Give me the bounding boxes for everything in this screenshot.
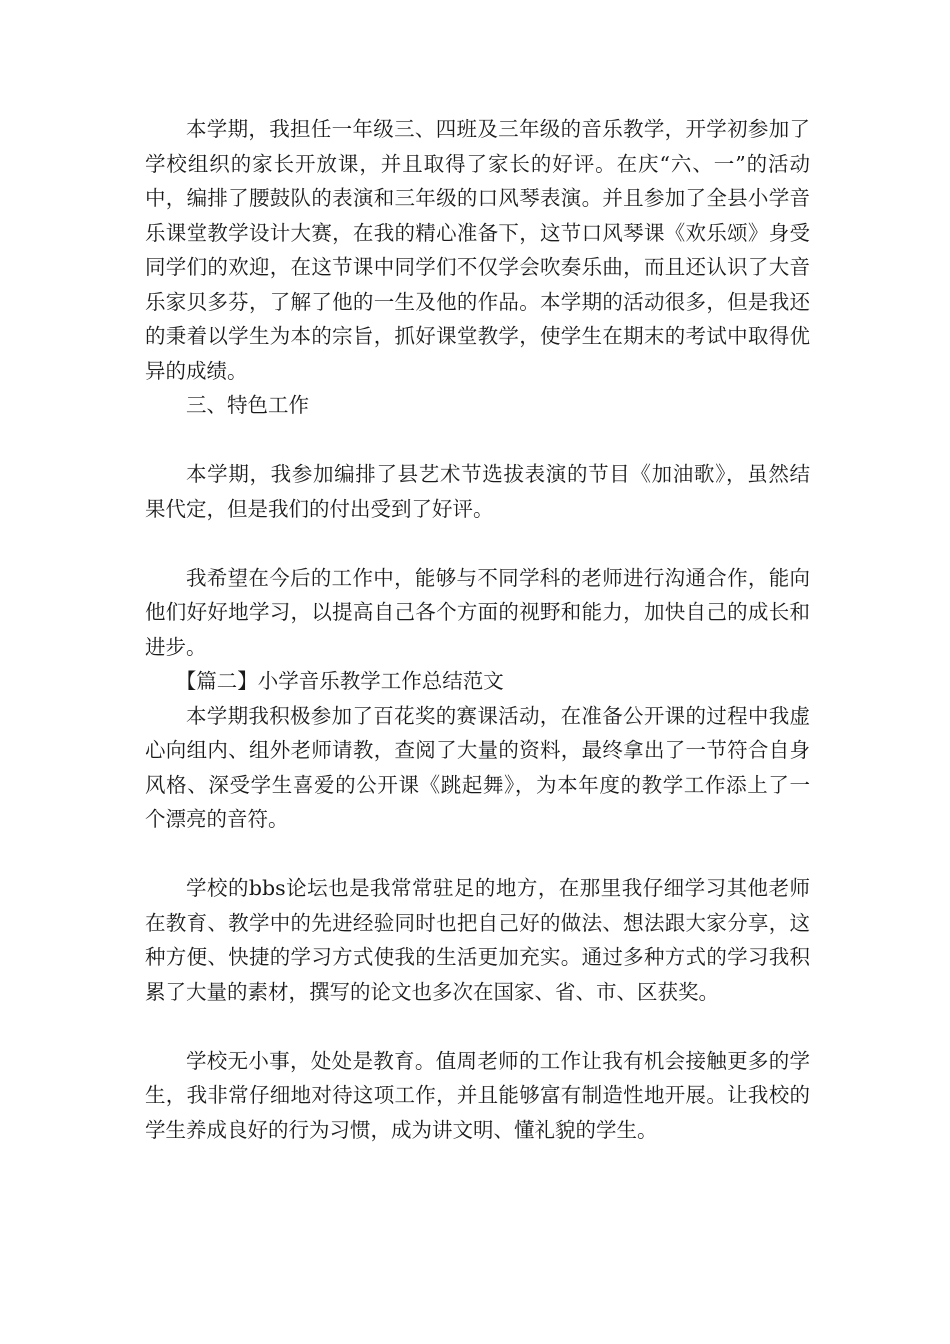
paragraph-open-class: 本学期我积极参加了百花奖的赛课活动，在准备公开课的过程中我虚心向组内、组外老师请教，查阅了大量的资料，最终拿出了一节符合自身风格、深受学生喜爱的公开课《跳起舞》，为本年度的教学工作添上了一个漂亮的音符。 bbox=[145, 703, 810, 831]
paragraph-future-hope: 我希望在今后的工作中，能够与不同学科的老师进行沟通合作，能向他们好好地学习，以提高自己各个方面的视野和能力，加快自己的成长和进步。 bbox=[145, 565, 810, 659]
paragraph-art-festival: 本学期，我参加编排了县艺术节选拔表演的节目《加油歌》，虽然结果代定，但是我们的付出受到了好评。 bbox=[145, 462, 810, 521]
document-body bbox=[145, 112, 810, 1147]
section-heading-special-work: 三、特色工作 bbox=[186, 393, 309, 417]
section-title-part-two: 【篇二】小学音乐教学工作总结范文 bbox=[175, 669, 504, 693]
paragraph-bbs-forum: 学校的bbs论坛也是我常常驻足的地方，在那里我仔细学习其他老师在教育、教学中的先进经验同时也把自己好的做法、想法跟大家分享，这种方便、快捷的学习方式使我的生活更加充实。通过多种方式的学习我积累了大量的素材，撰写的论文也多次在国家、省、市、区获奖。 bbox=[145, 876, 810, 1004]
paragraph-duty-teacher: 学校无小事，处处是教育。值周老师的工作让我有机会接触更多的学生，我非常仔细地对待这项工作，并且能够富有制造性地开展。让我校的学生养成良好的行为习惯，成为讲文明、懂礼貌的学生。 bbox=[145, 1048, 810, 1142]
paragraph-music-teaching: 本学期，我担任一年级三、四班及三年级的音乐教学，开学初参加了学校组织的家长开放课，并且取得了家长的好评。在庆“六、一”的活动中，编排了腰鼓队的表演和三年级的口风琴表演。并且参加了全县小学音乐课堂教学设计大赛，在我的精心准备下，这节口风琴课《欢乐颂》身受同学们的欢迎，在这节课中同学们不仅学会吹奏乐曲，而且还认识了大音乐家贝多芬，了解了他的一生及他的作品。本学期的活动很多，但是我还的秉着以学生为本的宗旨，抓好课堂教学，使学生在期末的考试中取得优异的成绩。 bbox=[145, 117, 810, 383]
